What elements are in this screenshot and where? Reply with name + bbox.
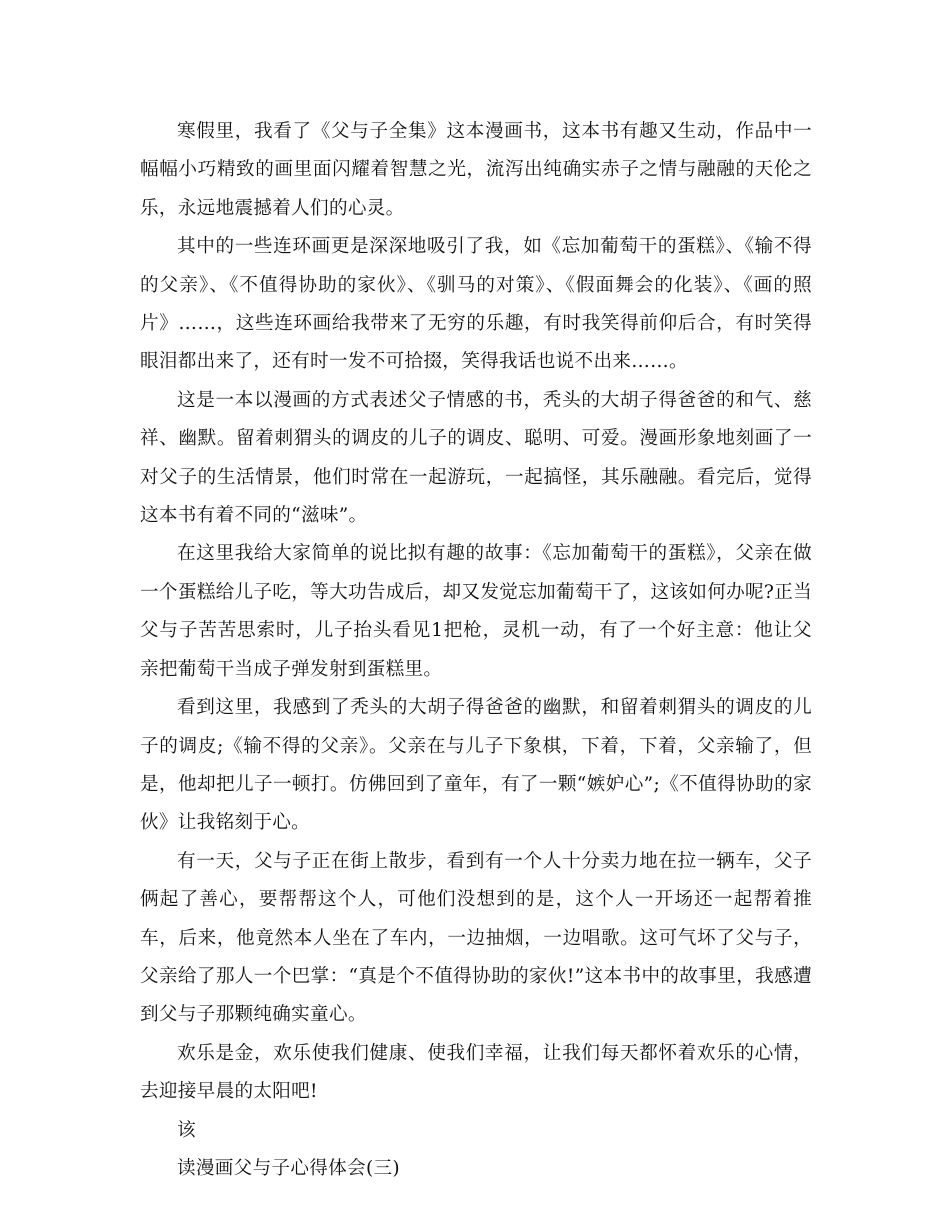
- paragraph: 有一天，父与子正在街上散步，看到有一个人十分卖力地在拉一辆车，父子俩起了善心，要帮帮这个人，可他们没想到的是，这个人一开场还一起帮着推车，后来，他竟然本人坐在了车内，一边抽烟，一边唱歌。这可气坏了父与子，父亲给了那人一个巴掌：“真是个不值得协助的家伙!”这本书中的故事里，我感遭到父与子那颗纯确实童心。: [140, 850, 812, 1026]
- paragraph: 看到这里，我感到了秃头的大胡子得爸爸的幽默，和留着刺猬头的调皮的儿子的调皮;《输不得的父亲》。父亲在与儿子下象棋，下着，下着，父亲输了，但是，他却把儿子一顿打。仿佛回到了童年，有了一颗“嫉妒心”;《不值得协助的家伙》让我铭刻于心。: [140, 697, 812, 834]
- paragraph: 寒假里，我看了《父与子全集》这本漫画书，这本书有趣又生动，作品中一幅幅小巧精致的画里面闪耀着智慧之光，流泻出纯确实赤子之情与融融的天伦之乐，永远地震撼着人们的心灵。: [140, 121, 812, 219]
- paragraph: 其中的一些连环画更是深深地吸引了我，如《忘加葡萄干的蛋糕》、《输不得的父亲》、《不值得协助的家伙》、《驯马的对策》、《假面舞会的化装》、《画的照片》……，这些连环画给我带来了无穷的乐趣，有时我笑得前仰后合，有时笑得眼泪都出来了，还有时一发不可拾掇，笑得我话也说不出来……。: [140, 236, 812, 373]
- document-body: [140, 113, 812, 1188]
- paragraph-fragment: 该: [177, 1119, 196, 1141]
- paragraph: 在这里我给大家简单的说比拟有趣的故事：《忘加葡萄干的蛋糕》，父亲在做一个蛋糕给儿子吃，等大功告成后，却又发觉忘加葡萄干了，这该如何办呢?正当父与子苦苦思索时，儿子抬头看见1把枪，灵机一动，有了一个好主意：他让父亲把葡萄干当成子弹发射到蛋糕里。: [140, 543, 812, 680]
- paragraph: 欢乐是金，欢乐使我们健康、使我们幸福，让我们每天都怀着欢乐的心情，去迎接早晨的太阳吧!: [140, 1042, 812, 1103]
- section-heading: 读漫画父与子心得体会(三): [177, 1157, 400, 1179]
- paragraph: 这是一本以漫画的方式表述父子情感的书，秃头的大胡子得爸爸的和气、慈祥、幽默。留着刺猬头的调皮的儿子的调皮、聪明、可爱。漫画形象地刻画了一对父子的生活情景，他们时常在一起游玩，一起搞怪，其乐融融。看完后，觉得这本书有着不同的“滋味”。: [140, 389, 812, 527]
